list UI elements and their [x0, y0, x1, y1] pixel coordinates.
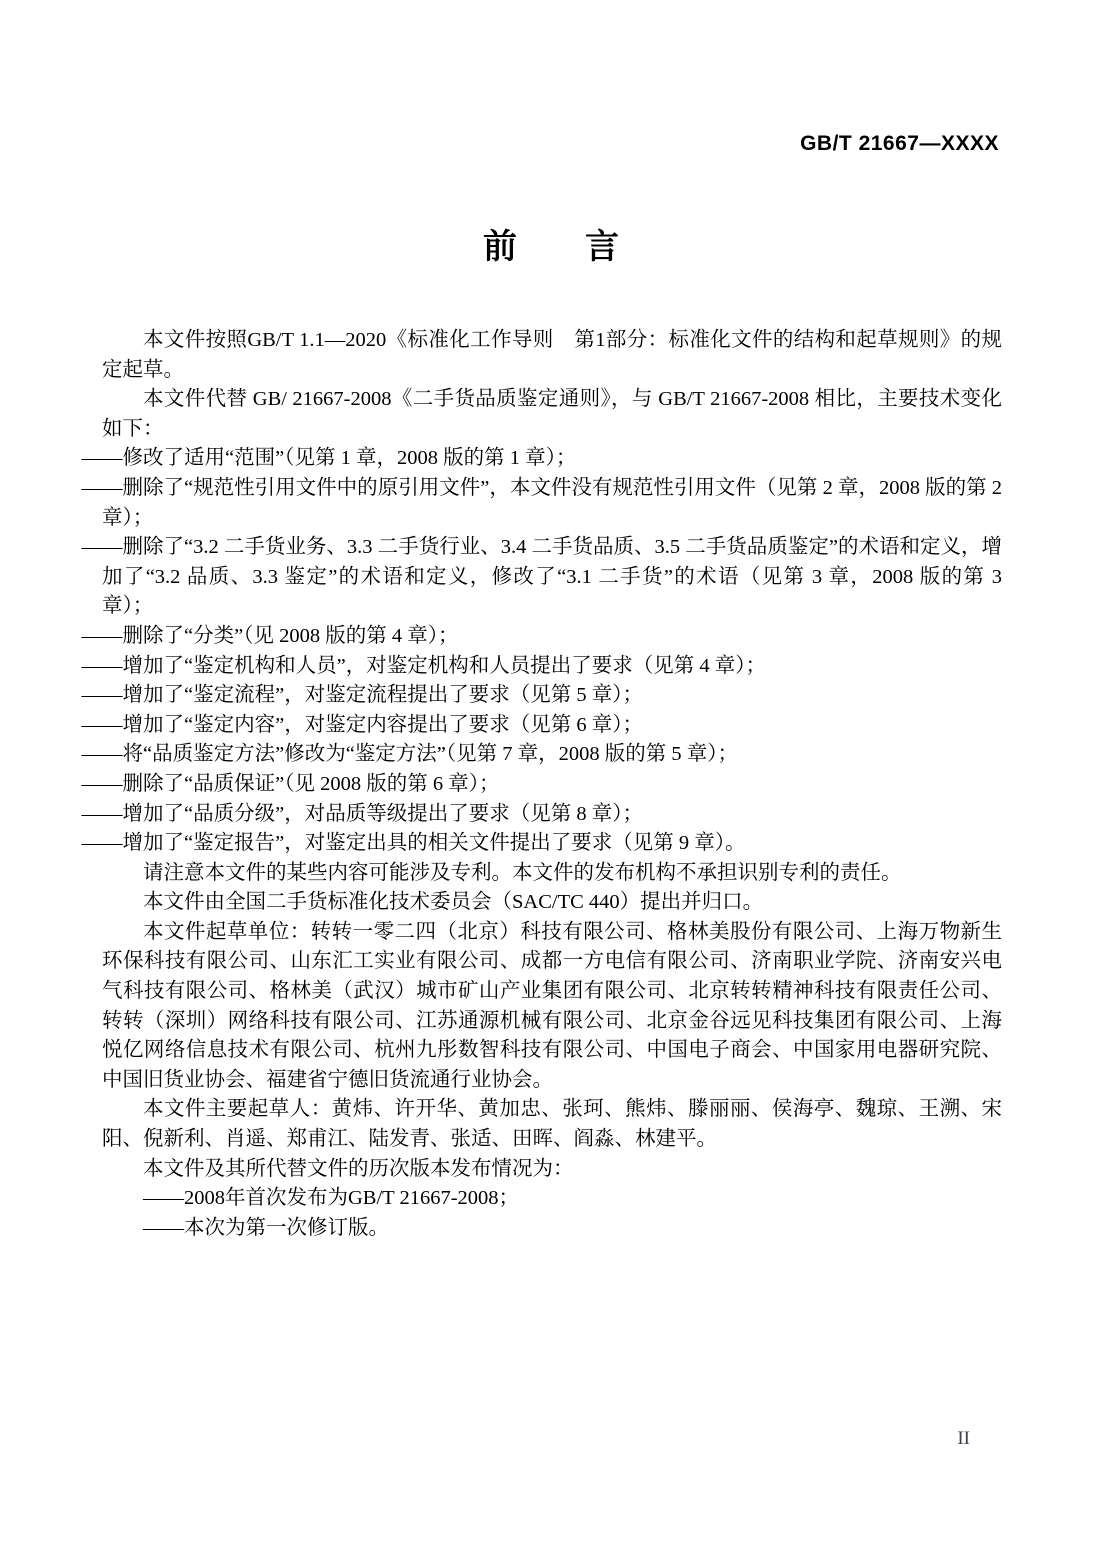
- change-item: ——增加了“鉴定内容”，对鉴定内容提出了要求（见第 6 章）；: [81, 713, 643, 736]
- paragraph-patent-note: 请注意本文件的某些内容可能涉及专利。本文件的发布机构不承担识别专利的责任。: [143, 861, 902, 884]
- paragraph-proposed-by: 本文件由全国二手货标准化技术委员会（SAC/TC 440）提出并归口。: [143, 891, 764, 914]
- history-item: ——本次为第一次修订版。: [143, 1216, 389, 1239]
- change-item: ——删除了“品质保证”（见 2008 版的第 6 章）；: [81, 772, 500, 795]
- page-number: II: [957, 1428, 970, 1449]
- page-title-foreword: 前 言: [483, 228, 619, 266]
- change-item: ——增加了“鉴定机构和人员”，对鉴定机构和人员提出了要求（见第 4 章）；: [81, 654, 766, 677]
- change-item: ——修改了适用“范围”（见第 1 章，2008 版的第 1 章）；: [81, 447, 577, 470]
- change-item: ——增加了“品质分级”，对品质等级提出了要求（见第 8 章）；: [81, 802, 643, 825]
- paragraph-replaces: 本文件代替 GB/ 21667-2008《二手货品质鉴定通则》，与 GB/T 21667-2008 相比，主要技术变化如下：: [102, 388, 1002, 440]
- change-item: ——删除了“3.2 二手货业务、3.3 二手货行业、3.4 二手货品质、3.5 二手货品质鉴定”的术语和定义，增加了“3.2 品质、3.3 鉴定”的术语和定义，修改了“3.1 二手货”的术语（见第 3 章，2008 版的第 3 章）；: [81, 536, 1002, 618]
- change-item: ——增加了“鉴定流程”，对鉴定流程提出了要求（见第 5 章）；: [81, 684, 643, 707]
- change-item: ——将“品质鉴定方法”修改为“鉴定方法”（见第 7 章，2008 版的第 5 章）；: [81, 743, 739, 766]
- standard-number-header: GB/T 21667—XXXX: [800, 132, 999, 155]
- foreword-body: [81, 326, 1002, 1243]
- paragraph-drafting-basis: 本文件按照GB/T 1.1—2020《标准化工作导则 第1部分：标准化文件的结构和起草规则》的规定起草。: [102, 329, 1002, 381]
- paragraph-drafting-units: 本文件起草单位：转转一零二四（北京）科技有限公司、格林美股份有限公司、上海万物新生环保科技有限公司、山东汇工实业有限公司、成都一方电信有限公司、济南职业学院、济南安兴电气科技有限公司、格林美（武汉）城市矿山产业集团有限公司、北京转转精神科技有限责任公司、转转（深圳）网络科技有限公司、江苏通源机械有限公司、北京金谷远见科技集团有限公司、上海悦亿网络信息技术有限公司、杭州九彤数智科技有限公司、中国电子商会、中国家用电器研究院、中国旧货业协会、福建省宁德旧货流通行业协会。: [102, 920, 1002, 1091]
- history-item: ——2008年首次发布为GB/T 21667-2008；: [143, 1187, 520, 1210]
- change-item: ——删除了“分类”（见 2008 版的第 4 章）；: [81, 624, 459, 647]
- paragraph-history-intro: 本文件及其所代替文件的历次版本发布情况为：: [143, 1157, 574, 1180]
- change-item: ——删除了“规范性引用文件中的原引用文件”，本文件没有规范性引用文件（见第 2 章，2008 版的第 2 章）；: [81, 476, 1002, 529]
- paragraph-main-drafters: 本文件主要起草人：黄炜、许开华、黄加忠、张珂、熊炜、滕丽丽、侯海亭、魏琼、王溯、宋阳、倪新利、肖遥、郑甫江、陆发青、张适、田晖、阎淼、林建平。: [102, 1098, 1002, 1151]
- change-item: ——增加了“鉴定报告”，对鉴定出具的相关文件提出了要求（见第 9 章）。: [81, 832, 746, 855]
